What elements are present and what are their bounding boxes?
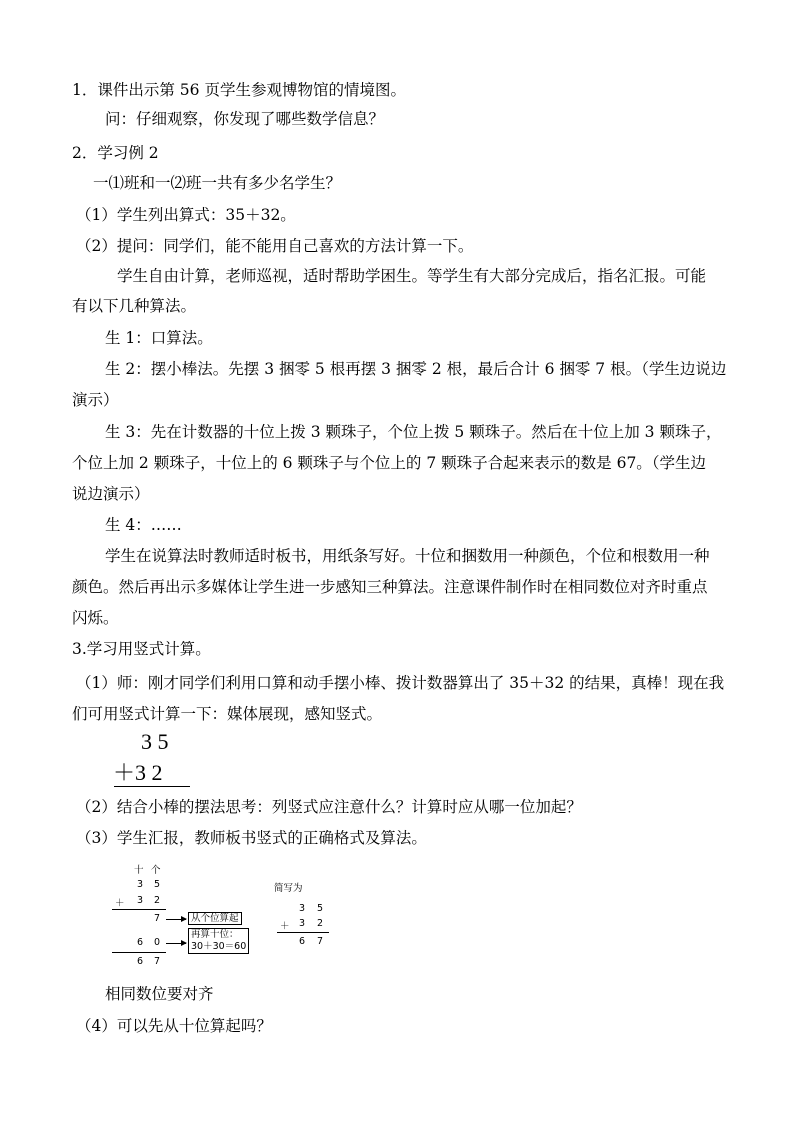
text-line: 2．学习例 2 [72, 144, 159, 162]
short-plus: ＋ [280, 921, 290, 932]
short-form-title: 简写为 [274, 883, 303, 894]
text-line: 闪烁。 [72, 609, 119, 627]
text-line: 学生自由计算，老师巡视，适时帮助学困生。等学生有大部分完成后，指名汇报。可能 [117, 267, 707, 285]
text-line: （4）可以先从十位算起吗？ [76, 1017, 272, 1035]
short-a-tens: 3 [299, 903, 306, 914]
plus-sign: ＋ [115, 898, 125, 909]
text-line: （2）提问：同学们，能不能用自己喜欢的方法计算一下。 [76, 237, 474, 255]
text-line: 生 4：…… [105, 516, 182, 534]
text-line: （2）结合小棒的摆法思考：列竖式应注意什么？计算时应从哪一位加起？ [76, 798, 582, 816]
header-tens: 十 [134, 865, 144, 876]
short-b-ones: 2 [317, 918, 324, 929]
header-ones: 个 [151, 865, 161, 876]
text-line: 生 2：摆小棒法。先摆 3 捆零 5 根再摆 3 捆零 2 根，最后合计 6 捆零 7 根。（学生边说边 [105, 360, 727, 378]
text-line: 生 1：口算法。 [105, 329, 213, 347]
ones-note-box: 从个位算起 [188, 912, 242, 925]
addend-b-ones: 2 [154, 895, 161, 906]
tens-note-line-2: 30＋30＝60 [191, 941, 247, 952]
text-line: 说边演示） [72, 485, 150, 503]
figure-rule-1 [112, 909, 166, 910]
text-line: 生 3：先在计数器的十位上拨 3 颗珠子，个位上拨 5 颗珠子。然后在十位上加 3 颗珠子， [105, 423, 722, 441]
tens-result-tens: 6 [137, 937, 144, 948]
text-line: 相同数位要对齐 [105, 985, 214, 1003]
text-line: （1）学生列出算式：35＋32。 [76, 206, 296, 224]
vertical-row-addend-1: 3 5 [141, 729, 169, 754]
text-line: 们可用竖式计算一下：媒体展现，感知竖式。 [72, 705, 383, 723]
addend-a-tens: 3 [137, 879, 144, 890]
text-line: 个位上加 2 颗珠子，十位上的 6 颗珠子与个位上的 7 颗珠子合起来表示的数是 67。（学生边 [72, 454, 707, 472]
text-line: （1）师：刚才同学们利用口算和动手摆小棒、拨计数器算出了 35＋32 的结果，真棒！现在我 [76, 674, 725, 692]
short-total-ones: 7 [317, 936, 324, 947]
text-line: 演示） [72, 391, 119, 409]
total-tens: 6 [137, 956, 144, 967]
text-line: 1．课件出示第 56 页学生参观博物馆的情境图。 [72, 81, 406, 99]
short-b-tens: 3 [299, 918, 306, 929]
tens-note-line-1: 再算十位： [191, 929, 239, 940]
text-line: 3.学习用竖式计算。 [72, 640, 211, 658]
figure-rule-2 [112, 952, 166, 953]
text-line: 有以下几种算法。 [72, 297, 197, 315]
ones-result: 7 [154, 913, 161, 924]
short-a-ones: 5 [317, 903, 324, 914]
text-line: 一⑴班和一⑵班一共有多少名学生？ [93, 174, 342, 192]
text-line: 学生在说算法时教师适时板书，用纸条写好。十位和捆数用一种颜色，个位和根数用一种 [105, 547, 710, 565]
addend-b-tens: 3 [137, 895, 144, 906]
tens-note-box [188, 928, 249, 954]
text-line: 问：仔细观察，你发现了哪些数学信息？ [105, 110, 385, 128]
arrow-icon [166, 919, 186, 920]
arrow-icon [166, 943, 186, 944]
addend-a-ones: 5 [154, 879, 161, 890]
vertical-row-addend-2: ＋3 2 [113, 760, 163, 785]
short-rule [277, 932, 329, 933]
tens-result-ones: 0 [154, 937, 161, 948]
text-line: （3）学生汇报，教师板书竖式的正确格式及算法。 [76, 829, 427, 847]
short-total-tens: 6 [299, 936, 306, 947]
text-line: 颜色。然后再出示多媒体让学生进一步感知三种算法。注意课件制作时在相同数位对齐时重点 [72, 578, 708, 596]
total-ones: 7 [154, 956, 161, 967]
